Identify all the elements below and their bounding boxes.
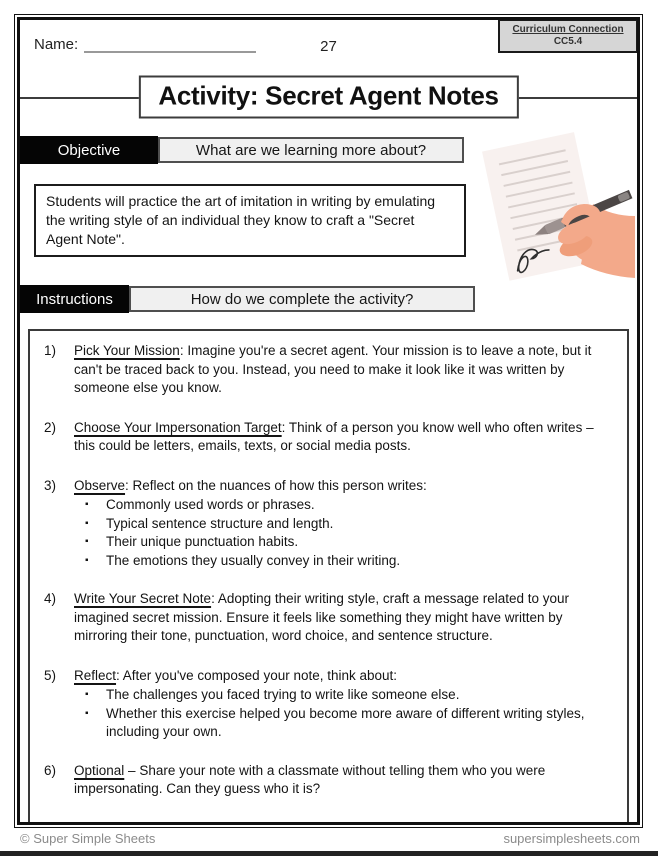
instruction-lead: Optional [74,762,125,778]
instruction-lead: Reflect [74,667,117,683]
instruction-body [74,477,613,571]
viewer-page-divider [0,851,658,856]
title-band [20,72,637,122]
instruction-item [44,477,613,571]
objective-question: What are we learning more about? [158,137,464,163]
instructions-box [28,329,629,825]
instruction-number: 5) [44,667,57,683]
objective-text-box: Students will practice the art of imitation in writing by emulating the writing style of an individual they know to craft a "Secret Agent Note". [34,184,466,257]
instruction-separator: – [124,762,140,778]
bullet-item [74,533,613,552]
instruction-item [44,762,613,800]
instruction-list [44,342,613,800]
instruction-text: Reflect on the nuances of how this person writes: [132,477,427,493]
instruction-bullets [74,686,613,742]
page-number: 27 [320,38,337,55]
instruction-item [44,342,613,399]
bullet-item [74,496,613,515]
footer-website: supersimplesheets.com [503,831,640,846]
hand-icon [557,204,635,278]
instruction-body [74,762,613,800]
instruction-text: Think of a person you know well who often writes – this could be letters, emails, texts, or social media posts. [74,419,594,453]
title-box [138,76,518,119]
pen-icon [533,189,633,239]
bullet-text: The emotions they usually convey in their writing. [106,552,401,568]
instruction-body [74,342,613,399]
instructions-tab: Instructions [20,285,129,313]
instruction-number: 6) [44,762,57,778]
curriculum-connection-label: Curriculum Connection [512,24,624,35]
instruction-bullets [74,496,613,570]
instruction-text: Adopting their writing style, craft a message related to your imagined secret mission. Ensure it feels like something they might have written by mirroring their tone, punctuation, word choice, and sentence structure. [74,591,570,643]
instruction-body [74,419,613,457]
bullet-item [74,705,613,742]
page-title: Activity: Secret Agent Notes [158,80,499,111]
instruction-text: Share your note with a classmate without telling them who you were impersonating. Can they guess who it is? [74,762,546,796]
bullet-text: Whether this exercise helped you become more aware of different writing styles, including your own. [106,705,585,739]
instruction-lead: Observe [74,477,126,493]
instruction-item [44,667,613,742]
bullet-text: The challenges you faced trying to write like someone else. [106,687,460,702]
instruction-number: 2) [44,419,57,435]
page-footer [20,831,640,846]
instruction-separator: : [179,343,188,358]
objective-header-row [20,136,637,164]
instruction-lead: Write Your Secret Note [74,591,212,606]
instruction-text: After you've composed your note, think about: [122,667,398,683]
square-bullet-icon: ▪ [85,707,89,719]
instruction-item [44,419,613,457]
bullet-item [74,515,613,534]
square-bullet-icon: ▪ [85,499,89,510]
page-frame-inner [17,17,640,825]
square-bullet-icon: ▪ [85,536,89,547]
bullet-text: Their unique punctuation habits. [106,534,299,549]
header-row [20,20,637,66]
instruction-separator: : [211,591,218,606]
instruction-item [44,590,613,647]
instruction-body [74,667,613,742]
instruction-number: 4) [44,591,57,606]
signature-scribble [514,246,552,273]
name-blank-line [84,37,256,53]
instruction-separator: : [281,419,289,435]
curriculum-code: CC5.4 [553,36,583,47]
square-bullet-icon: ▪ [85,517,89,529]
bullet-text: Typical sentence structure and length. [106,515,334,531]
instruction-number: 1) [44,343,57,358]
instruction-body [74,590,613,647]
instructions-header-row [20,285,637,313]
square-bullet-icon: ▪ [85,554,89,566]
curriculum-connection-badge [498,19,638,53]
instruction-number: 3) [44,477,57,493]
instructions-question: How do we complete the activity? [129,286,475,312]
page-frame [14,14,643,828]
bullet-item [74,686,613,705]
bullet-text: Commonly used words or phrases. [106,497,315,512]
hand-fingers [555,204,601,249]
square-bullet-icon: ▪ [85,689,89,700]
instruction-separator: : [116,667,123,683]
instruction-lead: Choose Your Impersonation Target [74,419,282,435]
instruction-lead: Pick Your Mission [74,343,180,358]
name-label: Name: [34,36,79,53]
footer-copyright: © Super Simple Sheets [20,831,156,846]
instruction-separator: : [125,477,133,493]
bullet-item [74,552,613,571]
instruction-text: Imagine you're a secret agent. Your mission is to leave a note, but it can't be traced back to you. Instead, you need to make it look like it was written by someone else you know. [74,343,592,395]
objective-tab: Objective [20,136,158,164]
